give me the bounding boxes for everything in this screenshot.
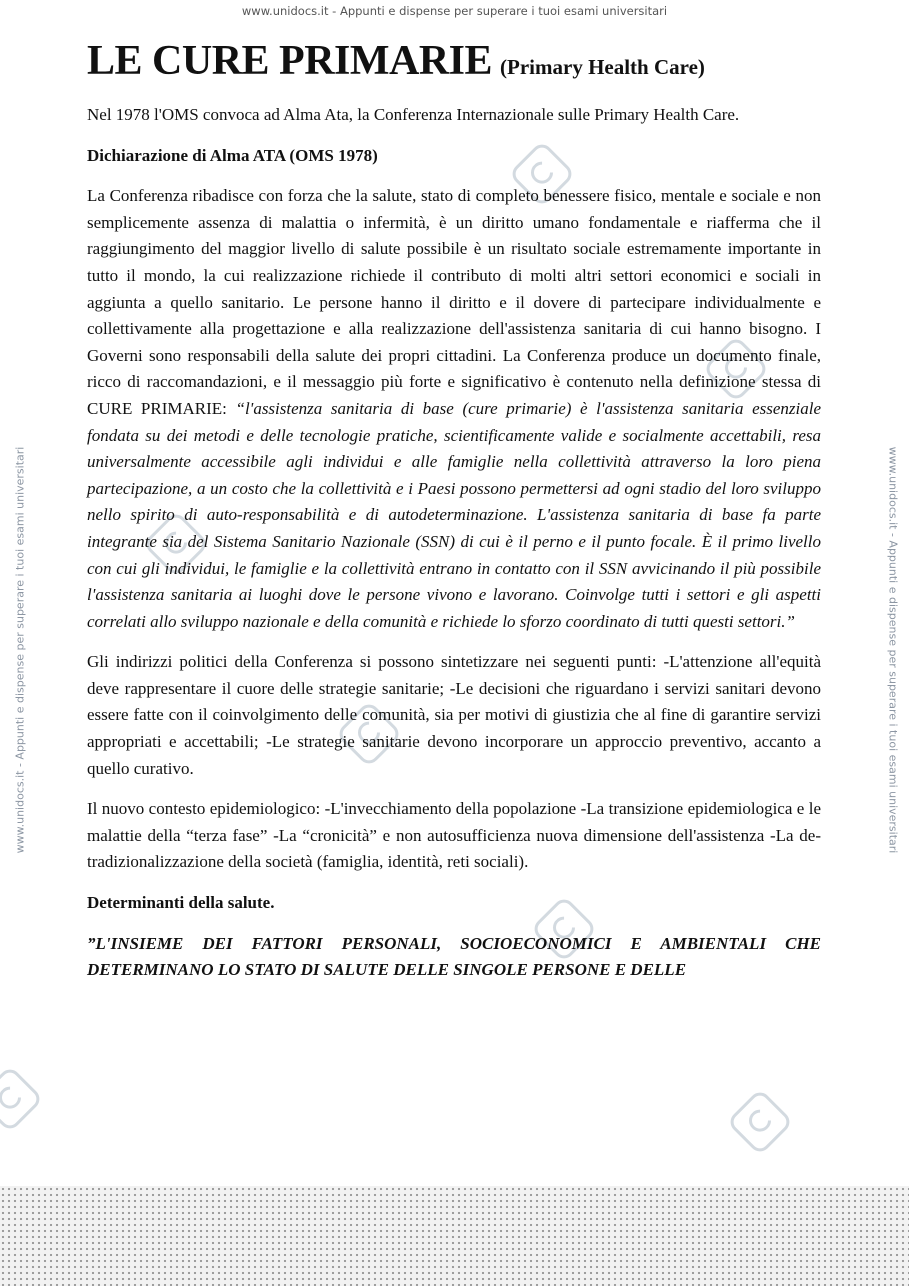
unidocs-logo-icon — [726, 1088, 794, 1156]
heading-alma-ata: Dichiarazione di Alma ATA (OMS 1978) — [87, 145, 378, 165]
heading-determinanti: Determinanti della salute. — [87, 893, 275, 913]
title: LE CURE PRIMARIE — [87, 38, 493, 84]
definition-quote: “l'assistenza sanitaria di base (cure primarie) è l'assistenza sanitaria essenziale fondata su dei metodi e delle tecnologie pratiche, scientificamente valide e socialmente accettabili, resa universalmente accessibile agli individui e alle famiglie nella collettività attraverso la loro piena partecipazione, a un costo che la collettività e i Paesi possono permettersi ad ogni stadio del loro sviluppo nello spirito di auto-responsabilità e di autodeterminazione. L'assistenza sanitaria di base fa parte integrante sia del Sistema Sanitario Nazionale (SSN) di cui è il perno e il punto focale. È il primo livello con cui gli individui, le famiglie e la collettività entrano in contatto con il SSN avvicinando il più possibile l'assistenza sanitaria ai luoghi dove le persone vivono e lavorano. Coinvolge tutti i settori e gli aspetti correlati allo sviluppo nazionale e della comunità e richiede lo sforzo coordinato di tutti questi settori.” — [87, 398, 822, 631]
indirizzi-paragraph: Gli indirizzi politici della Conferenza si possono sintetizzare nei seguenti punti: -L'attenzione all'equità deve rappresentare il cuore delle strategie sanitarie; -Le decisioni che riguardano i servizi sanitari devono essere fatte con il coinvolgimento delle comunità, sia per motivi di giustizia che al fine di garantire servizi appropriati e accettabili; -Le strategie sanitarie devono incorporare un approccio preventivo, accanto a quello curativo. — [87, 652, 821, 778]
watermark-top: www.unidocs.it - Appunti e dispense per superare i tuoi esami universitari — [241, 4, 668, 18]
document-body — [87, 40, 821, 998]
page-title — [87, 40, 821, 82]
subtitle: (Primary Health Care) — [500, 55, 705, 79]
watermark-right: www.unidocs.it - Appunti e dispense per superare i tuoi esami universitari — [886, 446, 900, 854]
unidocs-logo-icon — [0, 1065, 44, 1133]
preview-blur-overlay — [0, 1186, 909, 1286]
determinanti-quote: ”L'INSIEME DEI FATTORI PERSONALI, SOCIOECONOMICI E AMBIENTALI CHE DETERMINANO LO STATO DI SALUTE DELLE SINGOLE PERSONE E DELLE — [87, 933, 821, 980]
alma-ata-text: La Conferenza ribadisce con forza che la salute, stato di completo benessere fisico, mentale e sociale e non semplicemente assenza di malattia o infermità, è un diritto umano fondamentale e riafferma che il raggiungimento del maggior livello di salute possibile è un risultato sociale estremamente importante in tutto il mondo, la cui realizzazione richiede il contributo di molti altri settori economici e sociali in aggiunta a quello sanitario. Le persone hanno il diritto e il dovere di partecipare individualmente e collettivamente alla progettazione e alla realizzazione dell'assistenza sanitaria di cui hanno bisogno. I Governi sono responsabili della salute dei propri cittadini. La Conferenza produce un documento finale, ricco di raccomandazioni, e il messaggio più forte e significativo è contenuto nella definizione stessa di CURE PRIMARIE: — [87, 186, 821, 418]
contesto-paragraph: Il nuovo contesto epidemiologico: -L'invecchiamento della popolazione -La transizione epidemiologica e le malattie della “terza fase” -La “cronicità” e non autosufficienza nuova dimensione dell'assistenza -La de-tradizionalizzazione della società (famiglia, identità, reti sociali). — [87, 799, 821, 872]
intro-paragraph: Nel 1978 l'OMS convoca ad Alma Ata, la Conferenza Internazionale sulle Primary Health Care. — [87, 105, 740, 124]
watermark-left: www.unidocs.it - Appunti e dispense per superare i tuoi esami universitari — [13, 446, 27, 854]
alma-ata-paragraph — [87, 183, 821, 635]
